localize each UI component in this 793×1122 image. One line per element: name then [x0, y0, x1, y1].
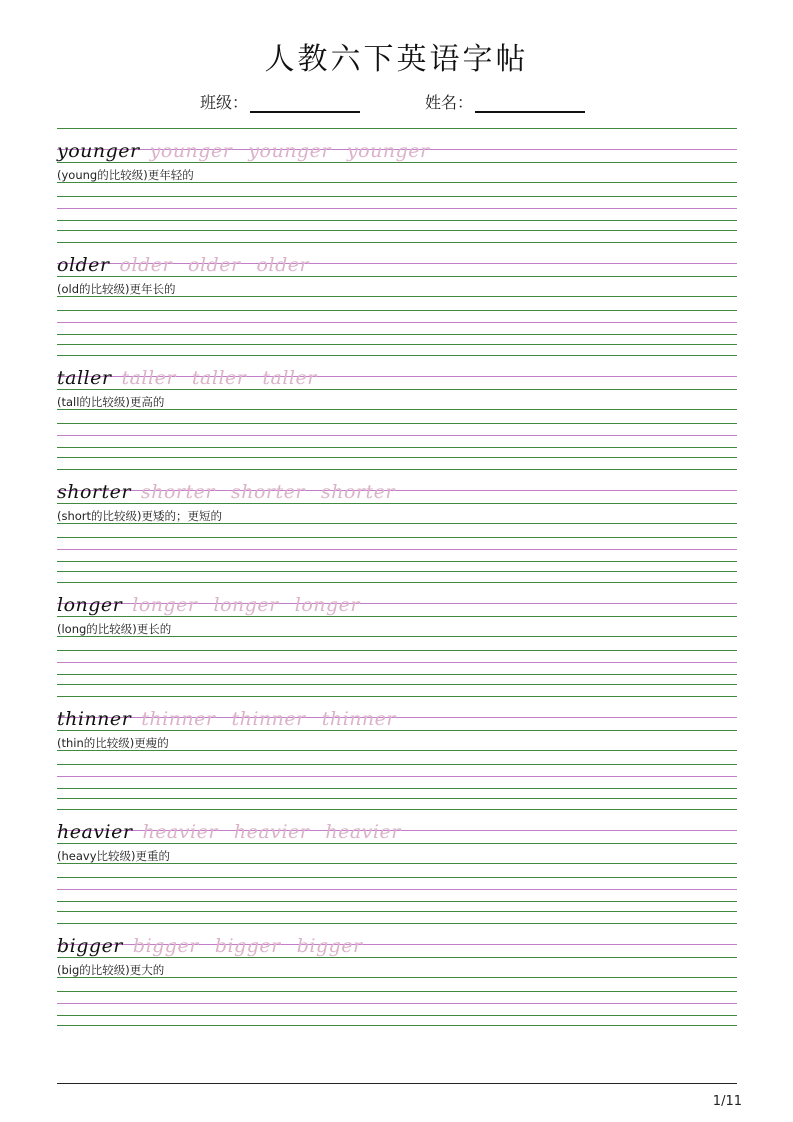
footer-divider [57, 1083, 737, 1084]
trace-word: bigger [132, 934, 199, 957]
trace-word: older [188, 253, 241, 276]
trace-word: longer [294, 594, 360, 616]
trace-word: longer [132, 594, 198, 616]
trace-word: thinner [321, 707, 396, 730]
vocabulary-word: thinner [57, 707, 132, 730]
vocabulary-word: older [57, 253, 110, 276]
word-row [57, 927, 379, 957]
trace-word: younger [149, 140, 233, 162]
trace-word: taller [191, 367, 247, 389]
name-label: 姓名： [425, 93, 474, 112]
word-row [57, 473, 411, 503]
word-meaning: (short的比较级)更矮的；更短的 [57, 508, 223, 523]
trace-word: shorter [320, 480, 395, 503]
vocabulary-word: taller [57, 367, 112, 389]
trace-word: longer [213, 594, 279, 616]
trace-word: bigger [296, 934, 363, 957]
word-entry [57, 580, 737, 694]
word-row [57, 813, 417, 843]
word-row [57, 700, 412, 730]
trace-word: taller [262, 367, 317, 389]
word-entry [57, 807, 737, 921]
trace-word: older [256, 253, 310, 276]
word-entry [57, 126, 737, 240]
trace-word: younger [248, 140, 331, 162]
trace-word: heavier [325, 821, 401, 843]
vocabulary-word: younger [57, 140, 140, 162]
trace-word: shorter [140, 480, 215, 503]
word-meaning: (big的比较级)更大的 [57, 962, 165, 977]
trace-word: thinner [141, 707, 216, 730]
word-meaning: (young的比较级)更年轻的 [57, 168, 194, 182]
trace-word: shorter [230, 480, 305, 503]
word-row [57, 246, 325, 276]
word-row [57, 132, 446, 162]
word-meaning: (long的比较级)更长的 [57, 622, 172, 636]
word-row [57, 586, 376, 616]
word-meaning: (old的比较级)更年长的 [57, 281, 176, 296]
word-entry [57, 353, 737, 467]
trace-word: taller [121, 367, 176, 389]
trace-word: older [119, 253, 173, 276]
word-entry [57, 467, 737, 581]
word-row [57, 359, 333, 389]
word-entry [57, 240, 737, 354]
trace-word: heavier [142, 821, 218, 843]
trace-word: heavier [233, 821, 310, 843]
word-entry [57, 694, 737, 808]
vocabulary-word: bigger [57, 934, 123, 957]
vocabulary-word: shorter [57, 480, 131, 503]
vocabulary-word: heavier [57, 821, 133, 843]
trace-word: thinner [231, 707, 306, 730]
class-label: 班级： [200, 93, 249, 112]
trace-word: bigger [214, 934, 281, 957]
vocabulary-word: longer [57, 594, 123, 616]
word-meaning: (heavy比较级)更重的 [57, 849, 170, 863]
document-title: 人教六下英语字帖 [264, 42, 529, 77]
page-number: 1/11 [712, 1094, 742, 1109]
word-meaning: (thin的比较级)更瘦的 [57, 735, 169, 750]
word-entry [57, 921, 737, 1035]
trace-word: younger [346, 140, 430, 162]
word-meaning: (tall的比较级)更高的 [57, 395, 165, 409]
